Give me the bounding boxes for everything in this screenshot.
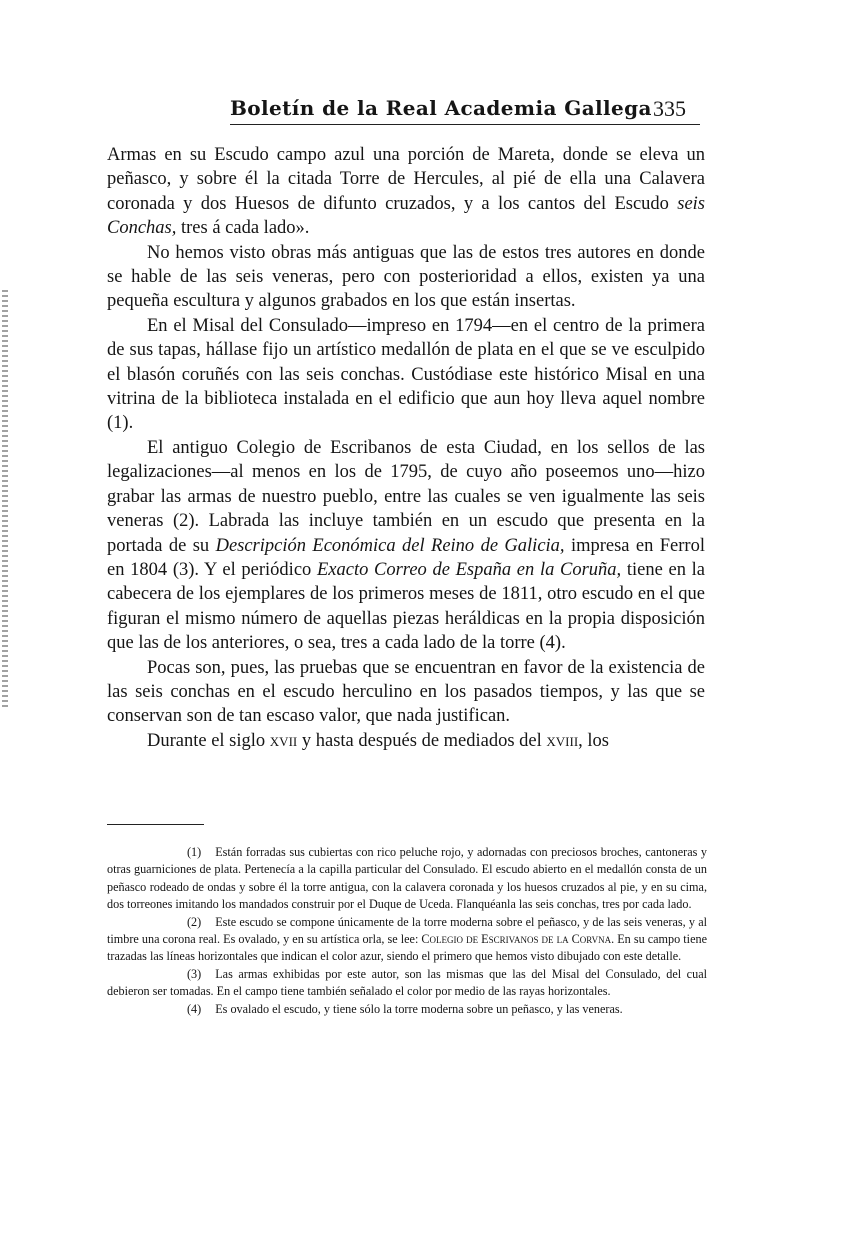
paragraph-2: No hemos visto obras más antiguas que las de estos tres autores en donde se hable de las seis veneras, pero con posterioridad a ellos, existen ya una pequeña escultura y algunos grabados en los que están insertas.	[107, 242, 705, 312]
footnote-3-text: Las armas exhibidas por este autor, son las mismas que las del Misal del Consulado, del cual debieron ser tomadas. En el campo tiene también señalado el color por medio de las rayas horizontales.	[107, 966, 707, 999]
page-header	[230, 96, 700, 126]
paragraph-1-tail: tres á cada lado».	[176, 218, 310, 239]
century-17: xvii	[269, 730, 298, 751]
paragraph-1-lead: Armas en su Escudo campo azul una porción de Mareta, donde se eleva un peñasco, y sobre él la citada Torre de Hercules, al pié de ella una Calavera coronada y dos Huesos de difunto cruzados, y a los cantos del Escudo	[107, 145, 705, 214]
paragraph-1	[107, 143, 705, 241]
footnote-1-number: (1)	[187, 845, 202, 859]
footnote-2-inscription: Colegio de Escrivanos de la Corvna	[421, 932, 612, 947]
paragraph-1-emphasis: seis Conchas,	[107, 193, 705, 239]
header-rule	[230, 124, 700, 125]
paragraph-6-part3: , los	[578, 730, 610, 751]
footnote-4-number: (4)	[187, 1001, 202, 1016]
footnote-2-part2: . En su campo tiene trazadas las líneas horizontales que indican el color azur, siendo el primero que hemos visto dibujado con este detalle.	[107, 932, 707, 964]
paragraph-4-part3: tiene en la cabecera de los ejemplares de los primeros meses de 1811, otro escudo en el que figuran el mismo número de aquellas piezas heráldicas en la propia disposición que las de los anteriores, o sea, tres a cada lado de la torre (4).	[107, 559, 706, 654]
footnote-4	[107, 1001, 707, 1018]
footnote-1-text: Están forradas sus cubiertas con rico peluche rojo, y adornadas con preciosos broches, cantoneras y otras guarniciones de plata. Pertenecía a la capilla particular del Consulado. El escudo abierto en el medallón consta de un peñasco rodeado de ondas y sobre él la torre antigua, con la calavera coronada y los huesos cruzados al pie, y en su cima, dos torreones imitando los mandados construir por el Duque de Uceda. Flanquéanla las seis conchas, tres por cada lado.	[107, 845, 707, 912]
century-18: xviii	[546, 730, 579, 751]
paragraph-6-part2: y hasta después de mediados del	[297, 730, 547, 751]
paragraph-3: En el Misal del Consulado—impreso en 1794—en el centro de la primera de sus tapas, hállase fijo un artístico medallón de plata en el que se ve esculpido el blasón coruñés con las seis conchas. Custódiase este histórico Misal en una vitrina de la biblioteca instalada en el edificio que aun hoy lleva aquel nombre (1).	[107, 315, 705, 434]
paragraph-6-part1: Durante el siglo	[147, 730, 270, 751]
binding-edge-marks	[2, 290, 8, 710]
footnote-rule	[107, 824, 204, 825]
footnote-3	[107, 966, 707, 1001]
body-text	[107, 143, 705, 753]
footnote-4-text: Es ovalado el escudo, y tiene sólo la torre moderna sobre un peñasco, y las veneras.	[215, 1001, 623, 1016]
footnote-3-number: (3)	[187, 966, 202, 981]
paragraph-5: Pocas son, pues, las pruebas que se encuentran en favor de la existencia de las seis conchas en el escudo herculino en los pasados tiempos, y las que se conservan son de tan escaso valor, que nada justifican.	[107, 657, 705, 727]
footnotes	[107, 844, 707, 1018]
footnote-1	[107, 844, 707, 914]
paragraph-4-part1: El antiguo Colegio de Escribanos de esta Ciudad, en los sellos de las legalizaciones—al menos en los de 1795, de cuyo año poseemos uno—hizo grabar las armas de nuestro pueblo, entre las cuales se ven igualmente las seis veneras (2). Labrada las incluye también en un escudo que presenta en la portada de su	[107, 437, 705, 556]
paragraph-6	[107, 729, 705, 753]
paragraph-4	[107, 436, 705, 656]
footnote-2-part1: Este escudo se compone únicamente de la torre moderna sobre el peñasco, y de las seis veneras, y al timbre una corona real. Es ovalado, y en su artística orla, se lee:	[107, 914, 707, 947]
running-title: Boletín de la Real Academia Gallega	[230, 96, 652, 120]
paragraph-4-newspaper-title: Exacto Correo de España en la Coruña,	[316, 559, 622, 580]
footnote-2	[107, 914, 707, 966]
footnote-2-number: (2)	[187, 914, 202, 929]
paragraph-4-part2: impresa en Ferrol en 1804 (3). Y el periódico	[107, 535, 705, 580]
page-number: 335	[653, 96, 686, 121]
paragraph-4-book-title: Descripción Económica del Reino de Galicia,	[215, 535, 565, 556]
